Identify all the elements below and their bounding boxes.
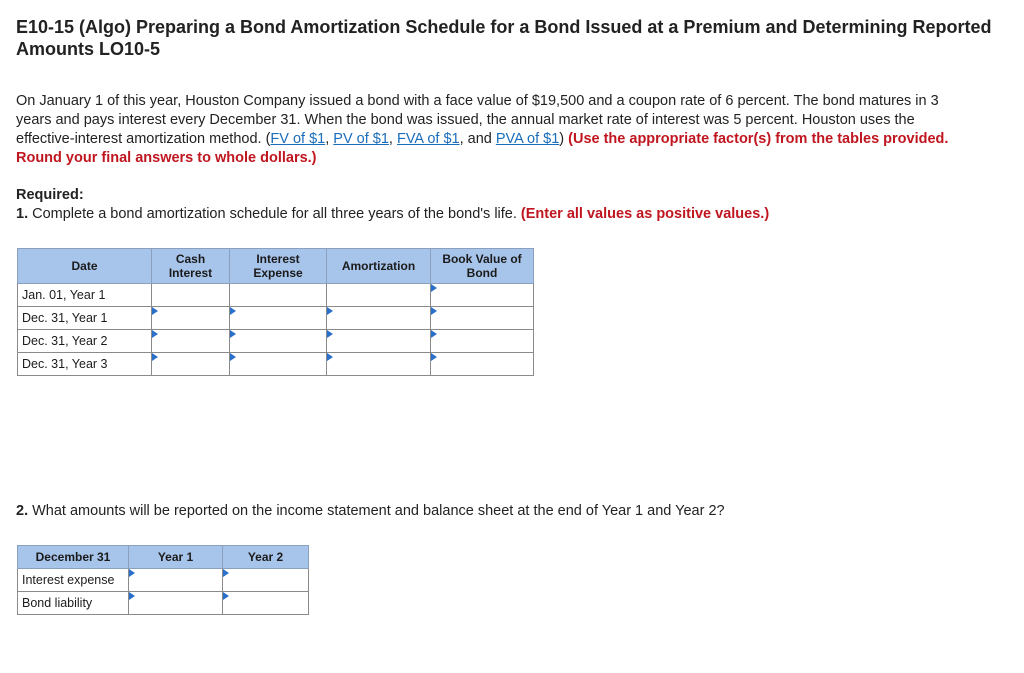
amortization-input[interactable] [331, 308, 426, 329]
cash-interest-cell[interactable] [152, 330, 230, 353]
table-row [18, 353, 534, 376]
amortization-input[interactable] [331, 331, 426, 352]
date-cell: Dec. 31, Year 3 [18, 353, 152, 376]
question-1-number: 1. [16, 206, 29, 222]
header-book-value: Book Value of Bond [431, 249, 534, 284]
cash-interest-input[interactable] [156, 308, 225, 329]
amortization-cell[interactable] [327, 330, 431, 353]
input-marker-icon [152, 353, 158, 361]
input-marker-icon [327, 330, 333, 338]
interest-expense-cell[interactable] [230, 353, 327, 376]
link-close: ) [559, 131, 569, 147]
book-value-input[interactable] [435, 285, 529, 306]
link-separator: , [325, 131, 334, 147]
interest-expense-cell-empty [230, 284, 327, 307]
interest-expense-input[interactable] [234, 308, 322, 329]
input-marker-icon [431, 284, 437, 292]
input-marker-icon [327, 307, 333, 315]
header-interest-expense: Interest Expense [230, 249, 327, 284]
header-december-31: December 31 [18, 546, 129, 569]
book-value-cell[interactable] [431, 353, 534, 376]
book-value-input[interactable] [435, 308, 529, 329]
book-value-cell[interactable] [431, 284, 534, 307]
question-2-number: 2. [16, 503, 29, 519]
reported-header-row [18, 546, 309, 569]
date-cell: Dec. 31, Year 2 [18, 330, 152, 353]
header-amortization: Amortization [327, 249, 431, 284]
question-1-instruction: (Enter all values as positive values.) [520, 206, 770, 222]
question-1 [16, 205, 996, 224]
bond-liability-year-1-input[interactable] [133, 593, 218, 614]
fv-of-1-link[interactable]: FV of $1 [270, 131, 326, 147]
interest-expense-year-2-input[interactable] [227, 570, 304, 591]
table-row [18, 592, 309, 615]
input-marker-icon [230, 330, 236, 338]
problem-statement [16, 92, 966, 168]
interest-expense-cell[interactable] [230, 307, 327, 330]
year-1-cell[interactable] [129, 569, 223, 592]
cash-interest-cell[interactable] [152, 353, 230, 376]
year-1-cell[interactable] [129, 592, 223, 615]
amortization-table [17, 248, 534, 376]
pv-of-1-link[interactable]: PV of $1 [333, 131, 389, 147]
row-label: Bond liability [18, 592, 129, 615]
table-row [18, 330, 534, 353]
amortization-cell[interactable] [327, 353, 431, 376]
book-value-input[interactable] [435, 354, 529, 375]
book-value-cell[interactable] [431, 330, 534, 353]
link-separator: , [388, 131, 397, 147]
cash-interest-cell[interactable] [152, 307, 230, 330]
input-marker-icon [327, 353, 333, 361]
input-marker-icon [230, 353, 236, 361]
book-value-cell[interactable] [431, 307, 534, 330]
input-marker-icon [223, 592, 229, 600]
question-2 [16, 502, 725, 521]
input-marker-icon [223, 569, 229, 577]
year-2-cell[interactable] [223, 592, 309, 615]
interest-expense-input[interactable] [234, 331, 322, 352]
date-cell: Jan. 01, Year 1 [18, 284, 152, 307]
table-row [18, 307, 534, 330]
book-value-input[interactable] [435, 331, 529, 352]
header-date: Date [18, 249, 152, 284]
row-label: Interest expense [18, 569, 129, 592]
fva-of-1-link[interactable]: FVA of $1 [396, 131, 460, 147]
pva-of-1-link[interactable]: PVA of $1 [495, 131, 560, 147]
amortization-cell[interactable] [327, 307, 431, 330]
reported-amounts-table [17, 545, 309, 615]
input-marker-icon [152, 307, 158, 315]
input-marker-icon [431, 353, 437, 361]
amortization-input[interactable] [331, 354, 426, 375]
header-year-2: Year 2 [223, 546, 309, 569]
question-1-text: Complete a bond amortization schedule for all three years of the bond's life. [28, 206, 521, 222]
table-row [18, 569, 309, 592]
header-year-1: Year 1 [129, 546, 223, 569]
year-2-cell[interactable] [223, 569, 309, 592]
cash-interest-input[interactable] [156, 354, 225, 375]
date-cell: Dec. 31, Year 1 [18, 307, 152, 330]
interest-expense-cell[interactable] [230, 330, 327, 353]
amortization-cell-empty [327, 284, 431, 307]
table-row [18, 284, 534, 307]
input-marker-icon [152, 330, 158, 338]
rounding-instruction: (Use the appropriate factor(s) from the tables provided. Round your final answers to whole dollars.) [16, 131, 949, 166]
page-title: E10-15 (Algo) Preparing a Bond Amortization Schedule for a Bond Issued at a Premium and Determining Reported Amounts LO10-5 [16, 17, 992, 59]
header-cash-interest: Cash Interest [152, 249, 230, 284]
cash-interest-cell-empty [152, 284, 230, 307]
question-2-text: What amounts will be reported on the income statement and balance sheet at the end of Year 1 and Year 2? [28, 503, 725, 519]
bond-liability-year-2-input[interactable] [227, 593, 304, 614]
input-marker-icon [129, 592, 135, 600]
amortization-header-row [18, 249, 534, 284]
link-separator: , and [459, 131, 496, 147]
input-marker-icon [431, 307, 437, 315]
input-marker-icon [431, 330, 437, 338]
required-label: Required: [16, 187, 84, 203]
input-marker-icon [129, 569, 135, 577]
problem-text: On January 1 of this year, Houston Company issued a bond with a face value of $19,500 and a coupon rate of 6 percent. The bond matures in 3 years and pays interest every December 31. When the bond was issued, the annual market rate of interest was 5 percent. Houston uses the effective-interest amortization method. ( [16, 93, 939, 147]
input-marker-icon [230, 307, 236, 315]
interest-expense-year-1-input[interactable] [133, 570, 218, 591]
interest-expense-input[interactable] [234, 354, 322, 375]
cash-interest-input[interactable] [156, 331, 225, 352]
